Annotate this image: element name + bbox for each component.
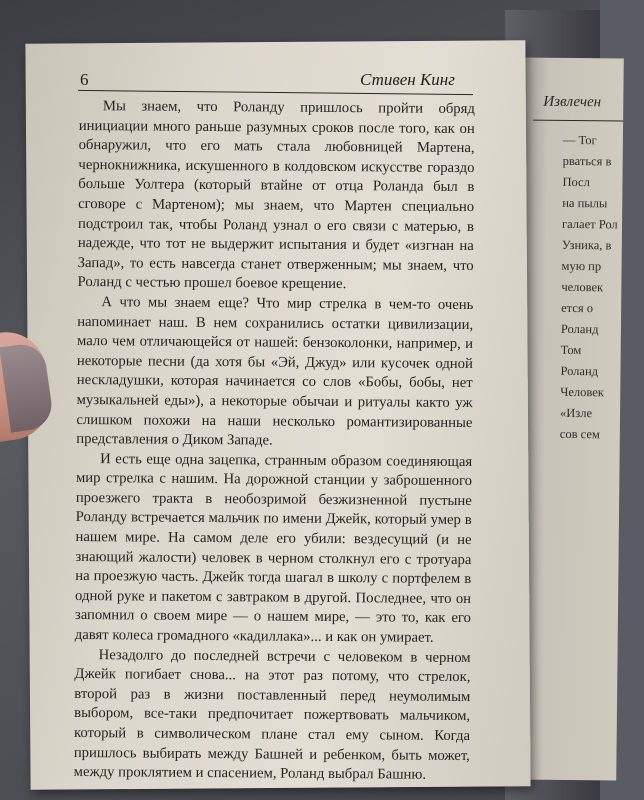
page-number: 6 [80, 70, 89, 89]
right-page [516, 57, 624, 780]
right-text-line: ется о [561, 300, 594, 316]
right-text-line: на пылы [562, 195, 608, 211]
right-text-line: Роланд [560, 363, 599, 379]
right-text-line: рваться в [562, 153, 612, 169]
right-text-line: Роланд [560, 321, 599, 337]
right-text-line: Человек [560, 384, 604, 400]
right-text-line: Узника, в [561, 237, 612, 253]
right-text-line: Том [560, 342, 582, 358]
paragraph: А что мы знаем еще? Что мир стрелка в чем-то очень напоминает наш. В нем сохранились остатки цивилизации, мало чем отличающейся от нашей: бензоколонки, например, и некоторые песни (да хотя бы «Эй, Джуд» или кусочек одной нескладушки, которая начинается со слов «Бобы, бобы, нет музыкальней еды»), а некоторые обычаи и ритуалы както уж слишком похожи на наши несколько романтизированные представления о Диком Западе. [76, 294, 474, 449]
right-running-head: Извлечен [543, 93, 602, 111]
right-text-line: мую пр [561, 258, 602, 274]
right-text-line: — Тог [562, 132, 597, 148]
right-text-line: Посл [562, 174, 590, 190]
body-text [74, 97, 475, 786]
paragraph: И есть еще одна зацепка, странным образом соединяющая мир стрелка с нашим. На дорожной станции у заброшенного проезжего тракта в необозримой безжизненной пустыне Роланду встречается мальчик по имени Джейк, который умер в нашем мире. На самом деле его убили: вездесущий (и не знающий жалости) человек в черном столкнул его с тротуара на проезжую часть. Джейк тогда шагал в школу с портфелем в одной руке и пакетом с завтраком в другой. Последнее, что он запомнил о своем мире — о нашем мире, — это то, как его давят колеса громадного «кадиллака»... и как он умирает. [74, 450, 473, 646]
right-page-text [560, 130, 643, 446]
right-text-line: «Изле [559, 405, 593, 421]
running-head: Стивен Кинг [360, 70, 455, 89]
right-text-line: сов сем [559, 426, 600, 442]
right-text-line: человек [561, 279, 604, 295]
paragraph: Мы знаем, что Роланду пришлось пройти обряд инициации много раньше разумных сроков после того, как он обнаружил, что его мать стала любовницей Мартена, чернокнижника, искушенного в колдовском искусстве гораздо больше Уолтера (который втайне от отца Роланда был в сговоре с Мартеном); мы знаем, что Мартен специально подстроил так, чтобы Роланд узнал о его связи с матерью, в надежде, что тот не выдержит испытания и будет «изгнан на Запад», то есть навсегда станет отверженным; мы знаем, что Роланд с честью прошел боевое крещение. [77, 98, 475, 293]
paragraph: Незадолго до последней встречи с человеком в черном Джейк погибает снова... на этот раз потому, что стрелок, второй раз в жизни поставленный перед неумолимым выбором, все-таки предпочитает пожертвовать мальчиком, который в символическом плане стал ему сыном. Когда пришлось выбирать между Башней и ребенком, быть может, между проклятием и спасением, Роланд выбрал Башню. [73, 646, 471, 783]
right-head-rule [533, 120, 623, 122]
right-text-line: галает Рол [561, 216, 618, 232]
